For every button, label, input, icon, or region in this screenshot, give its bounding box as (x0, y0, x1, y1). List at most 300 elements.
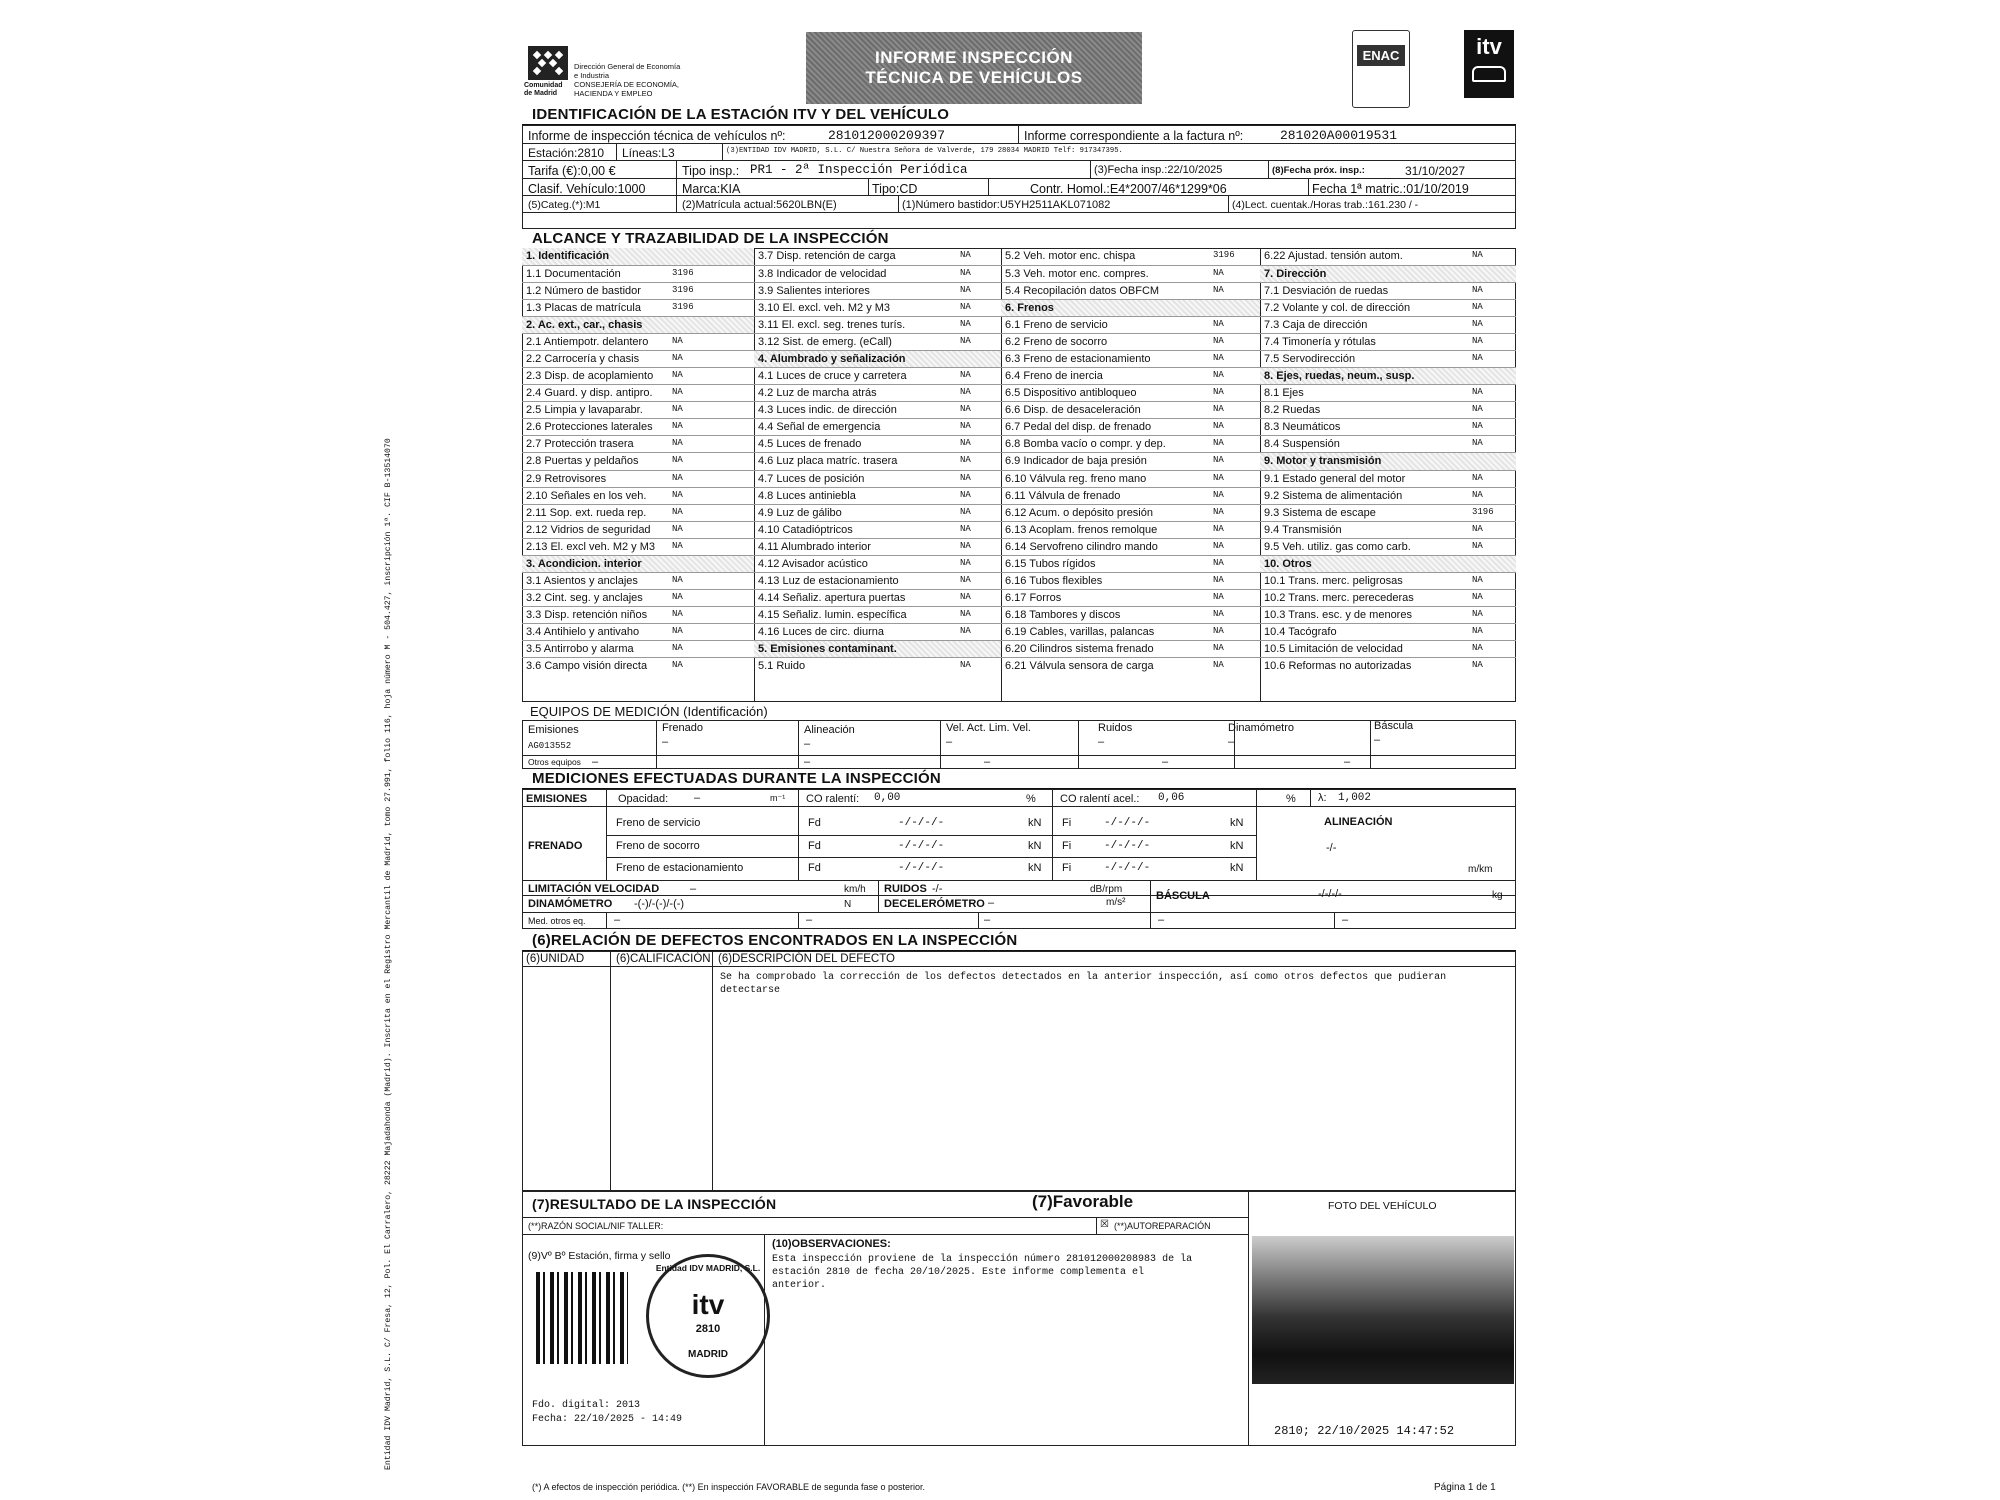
alcance-item (754, 384, 1001, 402)
equipo-emisiones-label: Emisiones (528, 724, 579, 736)
decelerometro-label: DECELERÓMETRO (884, 898, 985, 910)
alcance-item-value: NA (1472, 404, 1483, 415)
factura-label: Informe correspondiente a la factura nº: (1024, 129, 1244, 143)
cuentakilometros: (4)Lect. cuentak./Horas trab.:161.230 / - (1232, 199, 1419, 211)
co-ralenti-acel-label: CO ralentí acel.: (1060, 793, 1140, 805)
alcance-item-value: NA (672, 608, 683, 619)
alcance-item-label: 1. Identificación (526, 250, 610, 262)
alcance-item-label: 8.2 Ruedas (1264, 404, 1321, 417)
alcance-item-label: 6.9 Indicador de baja presión (1005, 455, 1147, 468)
alineacion-unit: m/km (1468, 864, 1493, 875)
emisiones-label: EMISIONES (526, 793, 588, 805)
alcance-item-value: NA (1213, 591, 1224, 602)
equipo-bascula-value: – (1374, 734, 1381, 746)
alcance-item (754, 367, 1001, 385)
alcance-item (522, 367, 754, 385)
alcance-item-value: NA (1472, 574, 1483, 585)
alcance-item-label: 5.4 Recopilación datos OBFCM (1005, 285, 1160, 298)
co-ralenti-label: CO ralentí: (806, 793, 860, 805)
alcance-item (522, 487, 754, 505)
alcance-item-value: NA (672, 642, 683, 653)
med-otros-value-1: – (614, 914, 621, 926)
alcance-item (754, 350, 1001, 368)
alcance-item-label: 10.5 Limitación de velocidad (1264, 642, 1403, 655)
alcance-item (1001, 504, 1260, 522)
lineas: Líneas:L3 (622, 146, 675, 160)
alcance-item-label: 6.19 Cables, varillas, palancas (1005, 625, 1155, 638)
alcance-item (754, 521, 1001, 539)
alcance-item (1260, 418, 1516, 436)
equipo-bascula: Báscula (1374, 720, 1414, 732)
razon-social-label: (**)RAZÓN SOCIAL/NIF TALLER: (528, 1221, 664, 1231)
observaciones-line-1: Esta inspección proviene de la inspección número 281012000208983 de la (772, 1254, 1193, 1265)
equipo-ruidos: Ruidos (1098, 722, 1133, 734)
alcance-item (1001, 470, 1260, 488)
alcance-item-label: 6.3 Freno de estacionamiento (1005, 353, 1151, 366)
alcance-item-label: 3.2 Cint. seg. y anclajes (526, 591, 643, 604)
alcance-item (1001, 623, 1260, 641)
equipo-frenado-value: – (662, 736, 669, 748)
alcance-item-label: 3.4 Antihielo y antivaho (526, 625, 640, 638)
alcance-item-value: NA (1213, 455, 1224, 466)
decelerometro-value: – (988, 897, 995, 909)
alcance-item-value: NA (1472, 319, 1483, 330)
alcance-item-value: NA (960, 659, 971, 670)
resultado-title: (7)RESULTADO DE LA INSPECCIÓN (532, 1196, 777, 1212)
equipo-vel-act: Vel. Act. Lim. Vel. (946, 722, 1031, 734)
identificacion-title: IDENTIFICACIÓN DE LA ESTACIÓN ITV Y DEL VEHÍCULO (532, 106, 950, 123)
informe-label: Informe de inspección técnica de vehículos nº: (528, 129, 786, 143)
alcance-col-1 (522, 248, 754, 700)
alcance-item (1260, 589, 1516, 607)
alcance-item-label: 6.6 Disp. de desaceleración (1005, 404, 1141, 417)
lambda-value: 1,002 (1338, 792, 1372, 804)
alcance-item (1001, 487, 1260, 505)
alcance-item-value: NA (960, 268, 971, 279)
foto-caption: 2810; 22/10/2025 14:47:52 (1274, 1424, 1455, 1438)
alcance-item-label: 10.4 Tacógrafo (1264, 625, 1337, 638)
alcance-item-value: NA (960, 523, 971, 534)
brake-force-unit: kN (1230, 840, 1244, 852)
alcance-item (522, 350, 754, 368)
alcance-item-label: 4.5 Luces de frenado (758, 438, 862, 451)
autoreparacion-checkbox[interactable]: ☒ (1100, 1219, 1109, 1230)
brake-force-label: Fi (1062, 862, 1072, 874)
alcance-item-value: NA (1213, 336, 1224, 347)
brake-force-unit: kN (1230, 817, 1244, 829)
alcance-item-label: 4.2 Luz de marcha atrás (758, 387, 877, 400)
alcance-item (1260, 316, 1516, 334)
alcance-item-label: 6.2 Freno de socorro (1005, 336, 1108, 349)
alcance-item-label: 9.2 Sistema de alimentación (1264, 489, 1403, 502)
bascula-unit: kg (1492, 890, 1503, 901)
alcance-item (754, 299, 1001, 317)
alcance-item-value: NA (1213, 574, 1224, 585)
alcance-item (1001, 316, 1260, 334)
alcance-item-label: 3.8 Indicador de velocidad (758, 268, 887, 281)
otros-equipos-value-1: – (592, 756, 599, 768)
opacidad-label: Opacidad: (618, 793, 669, 805)
alcance-item-value: NA (672, 455, 683, 466)
alcance-item-value: NA (672, 336, 683, 347)
alcance-col-4 (1260, 248, 1516, 700)
alcance-item (1001, 657, 1260, 675)
equipo-dinamometro: Dinamómetro (1228, 722, 1295, 734)
factura-number: 281020A00019531 (1280, 128, 1398, 143)
alcance-item-label: 6.13 Acoplam. frenos remolque (1005, 523, 1158, 536)
alcance-item (1260, 384, 1516, 402)
otros-equipos-label: Otros equipos (528, 757, 581, 767)
alcance-item-label: 10.6 Reformas no autorizadas (1264, 659, 1412, 672)
alcance-item-label: 4.12 Avisador acústico (758, 557, 868, 570)
firma-digital: Fdo. digital: 2013 (532, 1400, 641, 1411)
equipo-ruidos-value: – (1098, 736, 1105, 748)
alcance-item-value: NA (1213, 506, 1224, 517)
alcance-item-label: 7.4 Timonería y rótulas (1264, 336, 1376, 349)
alcance-item-label: 3.1 Asientos y anclajes (526, 574, 638, 587)
alcance-item (754, 555, 1001, 573)
tipo: Tipo:CD (872, 182, 918, 196)
brake-force-label: Fi (1062, 817, 1072, 829)
col-descripcion: (6)DESCRIPCIÓN DEL DEFECTO (718, 953, 895, 965)
alcance-item-label: 2.11 Sop. ext. rueda rep. (526, 506, 647, 519)
alcance-item-value: NA (1472, 336, 1483, 347)
alcance-item-value: NA (960, 370, 971, 381)
alcance-item-value: NA (960, 608, 971, 619)
alcance-item (522, 606, 754, 624)
equipo-alineacion-value: – (804, 738, 811, 750)
brake-force-value: -/-/-/- (1104, 817, 1151, 829)
med-otros-value-2: – (806, 914, 813, 926)
alcance-item-value: 3196 (672, 302, 694, 313)
itv-logo (1464, 30, 1514, 98)
alcance-item-value: NA (1213, 489, 1224, 500)
alcance-item-label: 4.13 Luz de estacionamiento (758, 574, 899, 587)
alcance-item-label: 3.6 Campo visión directa (526, 659, 648, 672)
freno-estac-label: Freno de estacionamiento (616, 862, 744, 874)
opacidad-unit: m⁻¹ (770, 793, 786, 803)
alcance-item (1001, 265, 1260, 283)
alcance-item (1001, 606, 1260, 624)
resultado-value: (7)Favorable (1032, 1192, 1134, 1211)
alcance-item-value: NA (1472, 591, 1483, 602)
ruidos-value: -/- (932, 883, 943, 895)
brake-force-value: -/-/-/- (898, 817, 945, 829)
vehicle-photo (1252, 1236, 1514, 1384)
alcance-item (1001, 367, 1260, 385)
alcance-item-value: NA (1213, 421, 1224, 432)
frenado-label: FRENADO (528, 840, 583, 852)
alcance-item-value: NA (672, 472, 683, 483)
brake-force-label: Fd (808, 817, 821, 829)
alcance-item-label: 9.1 Estado general del motor (1264, 472, 1406, 485)
alcance-item-label: 1.3 Placas de matrícula (526, 302, 641, 315)
alcance-item (1001, 555, 1260, 573)
alcance-item-label: 5.1 Ruido (758, 659, 806, 672)
org-line-3: CONSEJERÍA DE ECONOMÍA, (574, 80, 680, 89)
alcance-item (1260, 640, 1516, 658)
bascula-value: -/-/-/- (1318, 888, 1342, 900)
alineacion-label: ALINEACIÓN (1324, 816, 1393, 828)
alcance-item-value: NA (1213, 472, 1224, 483)
alcance-item (522, 470, 754, 488)
alcance-item (1001, 418, 1260, 436)
alcance-col-3 (1001, 248, 1260, 700)
ruidos-unit: dB/rpm (1090, 884, 1123, 895)
alcance-item (754, 623, 1001, 641)
alcance-item-value: NA (1472, 489, 1483, 500)
alcance-item-label: 9.3 Sistema de escape (1264, 506, 1376, 519)
alcance-item (1260, 333, 1516, 351)
stamp-top-text: Entidad IDV MADRID, S.L. (655, 1263, 761, 1273)
dinamometro-label: DINAMÓMETRO (528, 898, 613, 910)
region-line-1: Comunidad (524, 82, 563, 89)
alcance-item-label: 3.3 Disp. retención niños (526, 608, 648, 621)
med-otros-value-3: – (984, 914, 991, 926)
equipo-emisiones-value: AG013552 (528, 741, 572, 751)
brake-force-value: -/-/-/- (898, 840, 945, 852)
alcance-item (1260, 367, 1516, 385)
alcance-item-label: 2. Ac. ext., car., chasis (526, 319, 643, 332)
med-otros-label: Med. otros eq. (528, 916, 586, 926)
alcance-item-value: NA (960, 404, 971, 415)
alcance-item-value: NA (1213, 285, 1224, 296)
ruidos-label: RUIDOS (884, 883, 927, 895)
alcance-item-label: 10. Otros (1264, 557, 1312, 570)
foto-title: FOTO DEL VEHÍCULO (1328, 1200, 1437, 1212)
opacidad-value: – (694, 792, 701, 804)
alcance-item-value: NA (1472, 250, 1483, 260)
alcance-item (754, 504, 1001, 522)
alcance-item (754, 470, 1001, 488)
alcance-item-label: 6.5 Dispositivo antibloqueo (1005, 387, 1137, 400)
alcance-item-label: 8.4 Suspensión (1264, 438, 1340, 451)
alcance-item-value: NA (672, 523, 683, 534)
alcance-item-value: NA (960, 336, 971, 347)
region-line-2: de Madrid (524, 90, 558, 97)
alcance-item (1001, 350, 1260, 368)
alcance-item (1001, 538, 1260, 556)
brake-force-value: -/-/-/- (1104, 862, 1151, 874)
alcance-item (1260, 401, 1516, 419)
alcance-item (754, 657, 1001, 675)
alcance-item (754, 333, 1001, 351)
station-stamp (646, 1254, 770, 1378)
alcance-item-value: NA (672, 489, 683, 500)
defectos-title: (6)RELACIÓN DE DEFECTOS ENCONTRADOS EN LA INSPECCIÓN (532, 932, 1018, 949)
alcance-item-value: NA (960, 591, 971, 602)
alcance-item (1001, 435, 1260, 453)
observaciones-line-2: estación 2810 de fecha 20/10/2025. Este informe complementa el (772, 1267, 1145, 1278)
alcance-item-value: NA (672, 540, 683, 551)
alcance-item (1260, 606, 1516, 624)
alcance-item-value: NA (1213, 625, 1224, 636)
alcance-item (1001, 452, 1260, 470)
alcance-item-label: 4.6 Luz placa matríc. trasera (758, 455, 898, 468)
observaciones-title: (10)OBSERVACIONES: (772, 1238, 891, 1250)
alcance-item-value: NA (672, 659, 683, 670)
alcance-item-label: 4.1 Luces de cruce y carretera (758, 370, 907, 383)
equipo-alineacion: Alineación (804, 724, 855, 736)
alineacion-value: -/- (1326, 842, 1337, 854)
informe-number: 281012000209397 (828, 128, 946, 143)
alcance-item (754, 606, 1001, 624)
alcance-item-value: NA (960, 438, 971, 449)
alcance-item-label: 4.9 Luz de gálibo (758, 506, 842, 519)
alcance-item (522, 435, 754, 453)
defecto-desc-line-1: Se ha comprobado la corrección de los defectos detectados en la anterior inspección, así como otros defectos que pudieran (720, 972, 1447, 983)
alcance-item-value: NA (960, 455, 971, 466)
equipo-frenado: Frenado (662, 722, 703, 734)
alcance-item-label: 10.3 Trans. esc. y de menores (1264, 608, 1412, 621)
alcance-item (1001, 299, 1260, 317)
alcance-item-value: 3196 (672, 268, 694, 279)
alcance-item (522, 538, 754, 556)
alcance-item-label: 9. Motor y transmisión (1264, 455, 1382, 468)
alcance-item (754, 538, 1001, 556)
alcance-item-value: NA (960, 557, 971, 568)
equipo-vel-act-value: – (946, 736, 953, 748)
limitacion-label: LIMITACIÓN VELOCIDAD (528, 883, 660, 895)
brake-force-unit: kN (1028, 862, 1042, 874)
alcance-item-label: 6.8 Bomba vacío o compr. y dep. (1005, 438, 1166, 451)
alcance-item (1260, 538, 1516, 556)
alcance-item (1001, 572, 1260, 590)
decelerometro-unit: m/s² (1106, 897, 1126, 908)
alcance-item (1260, 572, 1516, 590)
enac-label: ENAC (1357, 45, 1405, 66)
alcance-item (1001, 521, 1260, 539)
car-icon (1472, 66, 1506, 82)
alcance-item-value: NA (672, 421, 683, 432)
brake-force-value: -/-/-/- (1104, 840, 1151, 852)
vobo-label: (9)Vº Bº Estación, firma y sello (528, 1250, 671, 1262)
equipos-title: EQUIPOS DE MEDICIÓN (Identificación) (530, 704, 768, 719)
alcance-item (1260, 487, 1516, 505)
alcance-item-value: NA (1472, 642, 1483, 653)
alcance-item-label: 6.20 Cilindros sistema frenado (1005, 642, 1154, 655)
alcance-item-value: NA (1472, 387, 1483, 398)
alcance-item-value: NA (960, 506, 971, 517)
alcance-item-value: NA (960, 472, 971, 483)
alcance-item (754, 452, 1001, 470)
clasif-vehiculo: Clasif. Vehículo:1000 (528, 182, 646, 196)
alcance-item-label: 7.1 Desviación de ruedas (1264, 285, 1389, 298)
alcance-item-value: NA (1213, 268, 1224, 279)
tarifa: Tarifa (€):0,00 € (528, 164, 616, 178)
equipo-dinamometro-value: – (1228, 736, 1235, 748)
firma-fecha: Fecha: 22/10/2025 - 14:49 (532, 1414, 683, 1425)
otros-equipos-value-5: – (1344, 756, 1351, 768)
alcance-item-value: NA (672, 506, 683, 517)
alcance-item (754, 248, 1001, 265)
banner-line-1: INFORME INSPECCIÓN (875, 48, 1073, 67)
alcance-item-value: NA (1472, 608, 1483, 619)
tipo-insp-value: PR1 - 2ª Inspección Periódica (750, 163, 968, 177)
med-otros-value-5: – (1342, 914, 1349, 926)
alcance-item-value: NA (960, 574, 971, 585)
alcance-item-label: 4.14 Señaliz. apertura puertas (758, 591, 906, 604)
freno-socorro-label: Freno de socorro (616, 840, 700, 852)
alcance-item (522, 504, 754, 522)
side-registry-text: Entidad IDV Madrid, S.L. C/ Fresa, 12, Pol. El Carralero, 28222 Majadahonda (Madrid). Inscrita en el Registro Mercantil de Madrid, tomo 27.991, folio 116, hoja número M - 504.427, inscripción 1ª. CIF B-13514070 (384, 438, 393, 1470)
alcance-item-label: 2.12 Vidrios de seguridad (526, 523, 651, 536)
alcance-item-label: 6.1 Freno de servicio (1005, 319, 1108, 332)
alcance-item-label: 7.3 Caja de dirección (1264, 319, 1368, 332)
categoria: (5)Categ.(*):M1 (528, 199, 601, 211)
alcance-item-label: 9.4 Transmisión (1264, 523, 1342, 536)
alcance-item-label: 2.3 Disp. de acoplamiento (526, 370, 654, 383)
alcance-item-label: 2.8 Puertas y peldaños (526, 455, 639, 468)
fecha-prox-label: (8)Fecha próx. insp.: (1272, 165, 1365, 176)
alcance-item-label: 9.5 Veh. utiliz. gas como carb. (1264, 540, 1411, 553)
alcance-item-label: 2.2 Carrocería y chasis (526, 353, 640, 366)
col-unidad: (6)UNIDAD (526, 953, 585, 965)
alcance-item-label: 6.18 Tambores y discos (1005, 608, 1121, 621)
alcance-item-value: NA (960, 421, 971, 432)
alcance-item-value: NA (1472, 472, 1483, 483)
bascula-label: BÁSCULA (1156, 890, 1210, 902)
alcance-item (1001, 640, 1260, 658)
alcance-item-value: NA (1213, 404, 1224, 415)
fecha-prox-value: 31/10/2027 (1405, 164, 1466, 178)
alcance-item-value: NA (672, 387, 683, 398)
alcance-item-value: NA (1472, 438, 1483, 449)
alcance-item-value: NA (1213, 608, 1224, 619)
alcance-item-label: 4.16 Luces de circ. diurna (758, 625, 884, 638)
contr-homol: Contr. Homol.:E4*2007/46*1299*06 (1030, 182, 1227, 196)
alcance-item-label: 3.7 Disp. retención de carga (758, 250, 896, 262)
alcance-item (1260, 265, 1516, 283)
dinamometro-unit: N (844, 899, 852, 910)
alcance-item-label: 4.4 Señal de emergencia (758, 421, 881, 434)
alcance-item-label: 4.3 Luces indic. de dirección (758, 404, 897, 417)
alcance-item-label: 6. Frenos (1005, 302, 1054, 315)
alcance-item-value: NA (672, 438, 683, 449)
alcance-item-value: NA (1213, 438, 1224, 449)
itv-logo-text: itv (1476, 34, 1502, 59)
alcance-item (522, 299, 754, 317)
alcance-item (1260, 504, 1516, 522)
alcance-item-label: 7.5 Servodirección (1264, 353, 1356, 366)
alcance-item (522, 657, 754, 675)
alcance-item-label: 5.3 Veh. motor enc. compres. (1005, 268, 1149, 281)
alcance-item-label: 2.13 El. excl veh. M2 y M3 (526, 540, 655, 553)
madrid-flag-icon (528, 46, 568, 80)
alcance-item-label: 8. Ejes, ruedas, neum., susp. (1264, 370, 1415, 383)
limitacion-value: – (690, 883, 697, 895)
org-line-1: Dirección General de Economía (574, 62, 681, 71)
alcance-item (754, 487, 1001, 505)
alcance-item (754, 589, 1001, 607)
tipo-insp-label: Tipo insp.: (682, 164, 740, 178)
alcance-item (1260, 623, 1516, 641)
alcance-item (1260, 452, 1516, 470)
mediciones-title: MEDICIONES EFECTUADAS DURANTE LA INSPECCIÓN (532, 770, 941, 787)
alcance-item-label: 7. Dirección (1264, 268, 1327, 281)
marca: Marca:KIA (682, 182, 741, 196)
alcance-item-label: 6.4 Freno de inercia (1005, 370, 1103, 383)
alcance-title: ALCANCE Y TRAZABILIDAD DE LA INSPECCIÓN (532, 230, 889, 247)
alcance-item-label: 2.1 Antiempotr. delantero (526, 336, 649, 349)
brake-force-label: Fi (1062, 840, 1072, 852)
alcance-item (1260, 555, 1516, 573)
banner-line-2: TÉCNICA DE VEHÍCULOS (865, 68, 1083, 87)
alcance-item-label: 5.2 Veh. motor enc. chispa (1005, 250, 1136, 262)
alcance-item-label: 4.7 Luces de posición (758, 472, 865, 485)
alcance-item-label: 4.8 Luces antiniebla (758, 489, 856, 502)
alcance-item (522, 555, 754, 573)
